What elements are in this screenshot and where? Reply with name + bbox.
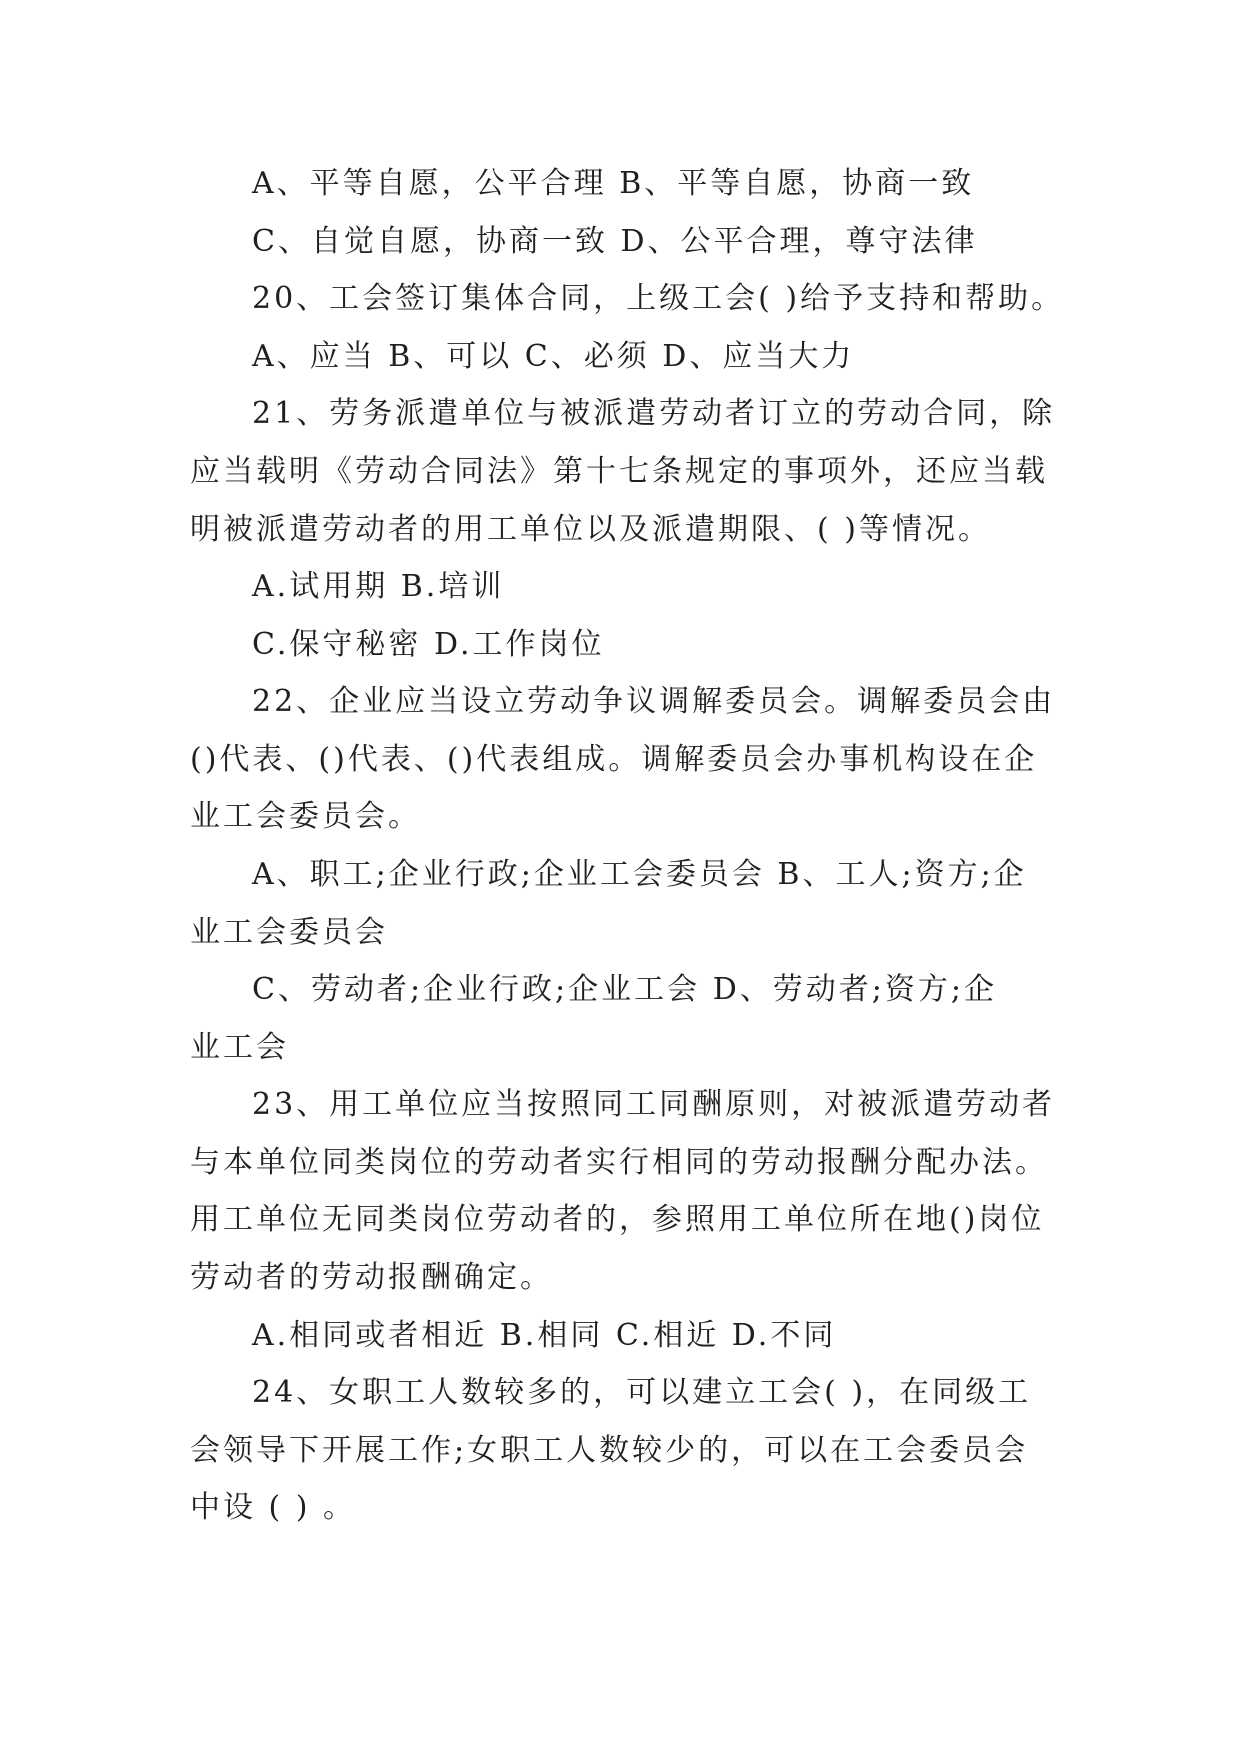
question-text-line: 中设 ( ) 。 [190, 1490, 357, 1525]
question-text-line: ()代表、()代表、()代表组成。调解委员会办事机构设在企 [190, 742, 1038, 777]
option-line: A.试用期 B.培训 [252, 569, 505, 604]
question-text-line: 业工会委员会。 [190, 799, 421, 834]
option-line: 业工会 [190, 1030, 289, 1065]
question-text-line: 用工单位无同类岗位劳动者的，参照用工单位所在地()岗位 [190, 1202, 1045, 1237]
option-line: A.相同或者相近 B.相同 C.相近 D.不同 [252, 1318, 837, 1353]
question-text-line: 应当载明《劳动合同法》第十七条规定的事项外，还应当载 [190, 454, 1048, 489]
question-text-line: 明被派遣劳动者的用工单位以及派遣期限、( )等情况。 [190, 512, 991, 547]
question-text-line: 劳动者的劳动报酬确定。 [190, 1260, 553, 1295]
option-line: 业工会委员会 [190, 915, 388, 950]
question-24: 24、女职工人数较多的，可以建立工会( )，在同级工 [252, 1375, 1032, 1410]
question-22: 22、企业应当设立劳动争议调解委员会。调解委员会由 [252, 684, 1056, 719]
question-text-line: 会领导下开展工作;女职工人数较少的，可以在工会委员会 [190, 1433, 1029, 1468]
question-20: 20、工会签订集体合同，上级工会( )给予支持和帮助。 [252, 281, 1065, 316]
option-line: C.保守秘密 D.工作岗位 [252, 627, 605, 662]
question-23: 23、用工单位应当按照同工同酬原则，对被派遣劳动者 [252, 1087, 1056, 1122]
option-line: A、职工;企业行政;企业工会委员会 B、工人;资方;企 [252, 857, 1027, 892]
question-21: 21、劳务派遣单位与被派遣劳动者订立的劳动合同，除 [252, 396, 1056, 431]
option-line: A、平等自愿，公平合理 B、平等自愿，协商一致 [252, 166, 975, 201]
option-line: A、应当 B、可以 C、必须 D、应当大力 [252, 339, 855, 374]
question-text-line: 与本单位同类岗位的劳动者实行相同的劳动报酬分配办法。 [190, 1145, 1048, 1180]
option-line: C、自觉自愿，协商一致 D、公平合理，尊守法律 [252, 224, 978, 259]
option-line: C、劳动者;企业行政;企业工会 D、劳动者;资方;企 [252, 972, 997, 1007]
